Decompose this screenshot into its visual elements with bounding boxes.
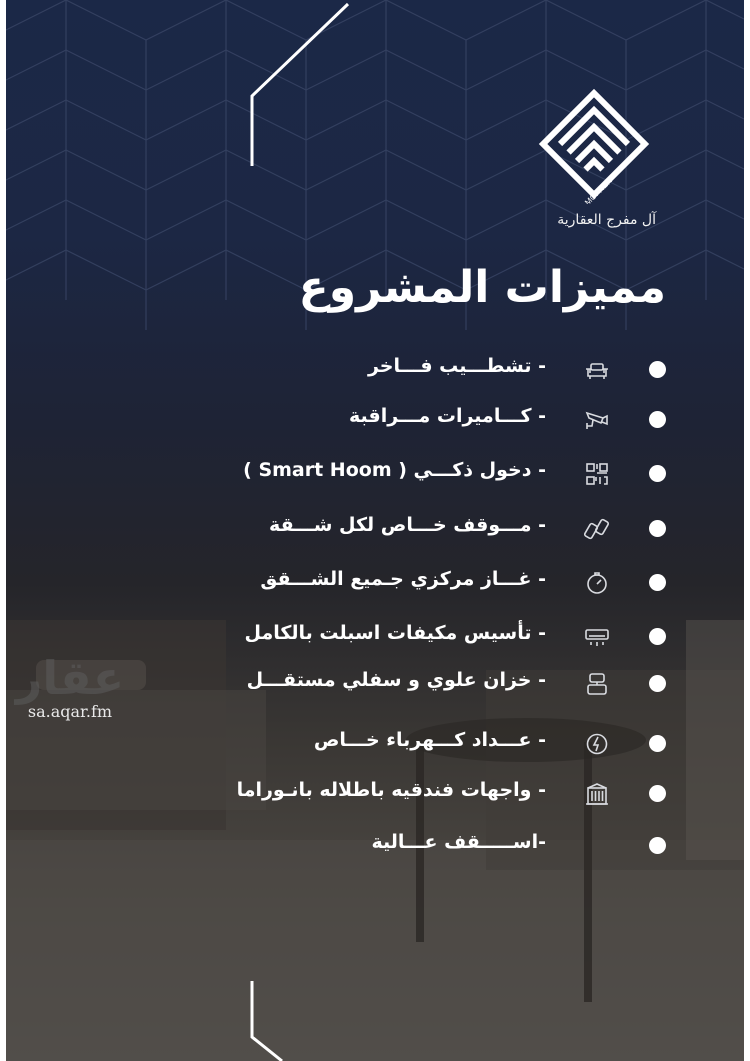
logo-wordmark: ALMOFREH	[576, 176, 614, 204]
cctv-camera-icon	[584, 407, 610, 433]
feature-text: - غـــاز مركزي جـميع الشـــقق	[260, 568, 546, 590]
feature-item-parking	[156, 509, 676, 549]
feature-item-finishing	[156, 350, 676, 390]
features-list	[156, 350, 676, 870]
bullet-dot	[649, 361, 666, 378]
gas-gauge-icon	[584, 570, 610, 596]
feature-text: - تشطـــيب فـــاخر	[367, 355, 546, 377]
almofreh-logo	[534, 84, 654, 204]
bullet-dot	[649, 574, 666, 591]
feature-text: - مـــوقف خـــاص لكل شـــقة	[269, 514, 546, 536]
watermark-brand: عقار	[15, 651, 125, 705]
frame-line-top	[246, 0, 356, 170]
parking-cars-icon	[584, 516, 610, 542]
watermark-url: sa.aqar.fm	[27, 702, 113, 721]
bullet-dot	[649, 735, 666, 752]
feature-text: - دخول ذكـــي ( Smart Hoom )	[243, 459, 546, 481]
company-name: آل مفرج العقارية	[557, 212, 656, 228]
aqar-watermark	[12, 652, 128, 721]
sofa-icon	[584, 357, 610, 383]
building-facade-icon	[584, 781, 610, 807]
feature-item-hotel-facades	[156, 774, 676, 814]
feature-text: - واجهات فندقيه باطلاله بانـوراما	[236, 779, 546, 801]
qr-code-icon	[584, 461, 610, 487]
feature-item-split-ac	[156, 617, 676, 657]
feature-item-electric-meter	[156, 724, 676, 764]
feature-text: -اســـــقف عـــالية	[371, 831, 546, 853]
split-ac-icon	[584, 624, 610, 650]
water-tank-icon	[584, 671, 610, 697]
feature-item-smart-entry	[156, 454, 676, 494]
page-title: مميزات المشروع	[298, 262, 666, 313]
feature-item-water-tanks	[156, 664, 676, 704]
feature-item-cameras	[156, 400, 676, 440]
feature-item-central-gas	[156, 563, 676, 603]
feature-text: - تأسيس مكيفات اسبلت بالكامل	[244, 622, 546, 644]
bullet-dot	[649, 785, 666, 802]
bullet-dot	[649, 465, 666, 482]
feature-text: - كـــاميرات مـــراقبة	[348, 405, 546, 427]
electric-meter-icon	[584, 731, 610, 757]
feature-item-high-ceilings	[156, 826, 676, 866]
bullet-dot	[649, 411, 666, 428]
feature-text: - عـــداد كـــهرباء خـــاص	[313, 729, 546, 751]
bullet-dot	[649, 837, 666, 854]
poster-background	[6, 0, 744, 1061]
feature-text: - خزان علوي و سفلي مستقـــل	[246, 669, 546, 691]
bullet-dot	[649, 628, 666, 645]
frame-line-bottom	[242, 975, 302, 1061]
bullet-dot	[649, 520, 666, 537]
bullet-dot	[649, 675, 666, 692]
